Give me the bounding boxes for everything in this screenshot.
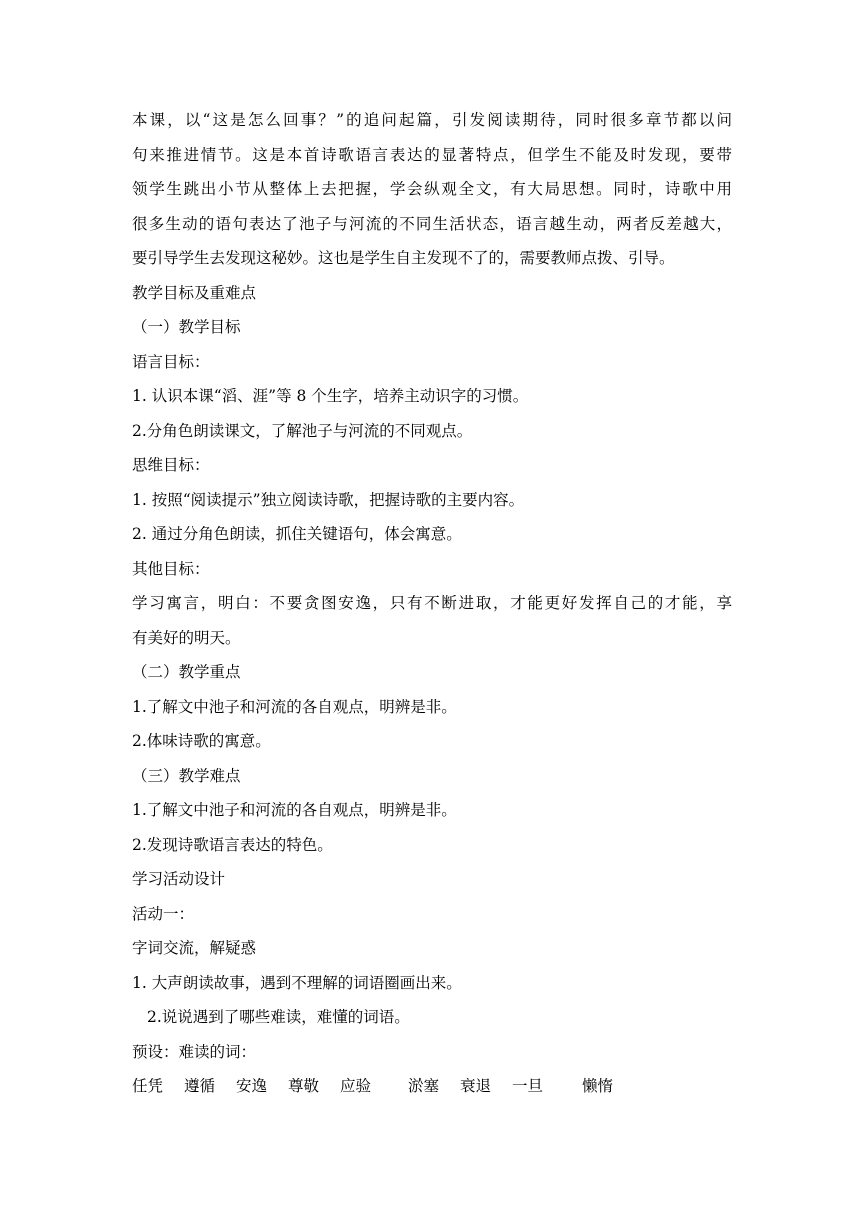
other-goal-line-2: 有美好的明天。: [132, 628, 241, 647]
thinking-goal-item-1: 1. 按照“阅读提示”独立阅读诗歌，把握诗歌的主要内容。: [132, 490, 525, 509]
word-item: 遵循: [184, 1077, 216, 1095]
word-item: 应验: [340, 1077, 372, 1095]
word-item: 安逸: [236, 1077, 268, 1095]
other-goal-line-1: 学习寓言，明白：不要贪图安逸，只有不断进取，才能更好发挥自己的才能，享: [132, 594, 732, 612]
document-page: [132, 103, 732, 1104]
intro-line-4: 很多生动的语句表达了池子与河流的不同生活状态，语言越生动，两者反差越大，: [132, 214, 732, 233]
difficulty-item-2: 2.发现诗歌语言表达的特色。: [132, 835, 333, 854]
word-item: 一旦: [512, 1077, 544, 1095]
language-goals-label: 语言目标：: [132, 352, 210, 371]
thinking-goals-label: 思维目标：: [132, 456, 210, 474]
word-item: 淤塞: [408, 1077, 440, 1095]
activity-1-step-2: 2.说说遇到了哪些难读，难懂的词语。: [147, 1008, 410, 1026]
key-point-item-1: 1.了解文中池子和河流的各自观点，明辨是非。: [132, 697, 457, 716]
intro-line-3: 领学生跳出小节从整体上去把握，学会纵观全文，有大局思想。同时，诗歌中用: [132, 180, 732, 198]
word-item: 懒惰: [582, 1077, 614, 1095]
thinking-goal-item-2: 2. 通过分角色朗读，抓住关键语句，体会寓意。: [132, 525, 462, 543]
word-item: 衰退: [460, 1077, 492, 1095]
intro-line-5: 要引导学生去发现这秘妙。这也是学生自主发现不了的，需要教师点拨、引导。: [132, 249, 675, 267]
word-item: 任凭: [132, 1077, 164, 1095]
intro-line-2: 句来推进情节。这是本首诗歌语言表达的显著特点，但学生不能及时发现，要带: [132, 145, 732, 164]
difficulty-item-1: 1.了解文中池子和河流的各自观点，明辨是非。: [132, 801, 457, 819]
language-goal-item-2: 2.分角色朗读课文，了解池子与河流的不同观点。: [132, 421, 473, 440]
intro-line-1: 本课，以“这是怎么回事？”的追问起篇，引发阅读期待，同时很多章节都以问: [132, 111, 732, 129]
language-goal-item-1: 1. 认识本课“滔、涯”等 8 个生字，培养主动识字的习惯。: [132, 387, 529, 405]
key-points-heading: （二）教学重点: [132, 663, 241, 681]
activity-1-step-1: 1. 大声朗读故事，遇到不理解的词语圈画出来。: [132, 973, 462, 992]
key-point-item-2: 2.体味诗歌的寓意。: [132, 732, 271, 750]
difficulties-heading: （三）教学难点: [132, 766, 241, 785]
activity-1-label: 活动一：: [132, 904, 195, 923]
section-heading-goals: 教学目标及重难点: [132, 283, 257, 302]
section-heading-activities: 学习活动设计: [132, 870, 226, 888]
activity-1-preset-label: 预设：难读的词：: [132, 1042, 257, 1061]
activity-1-title: 字词交流，解疑惑: [132, 939, 257, 957]
other-goals-label: 其他目标：: [132, 559, 210, 578]
goals-heading: （一）教学目标: [132, 318, 241, 336]
difficult-word-list: [132, 1069, 732, 1104]
word-item: 尊敬: [288, 1077, 320, 1095]
